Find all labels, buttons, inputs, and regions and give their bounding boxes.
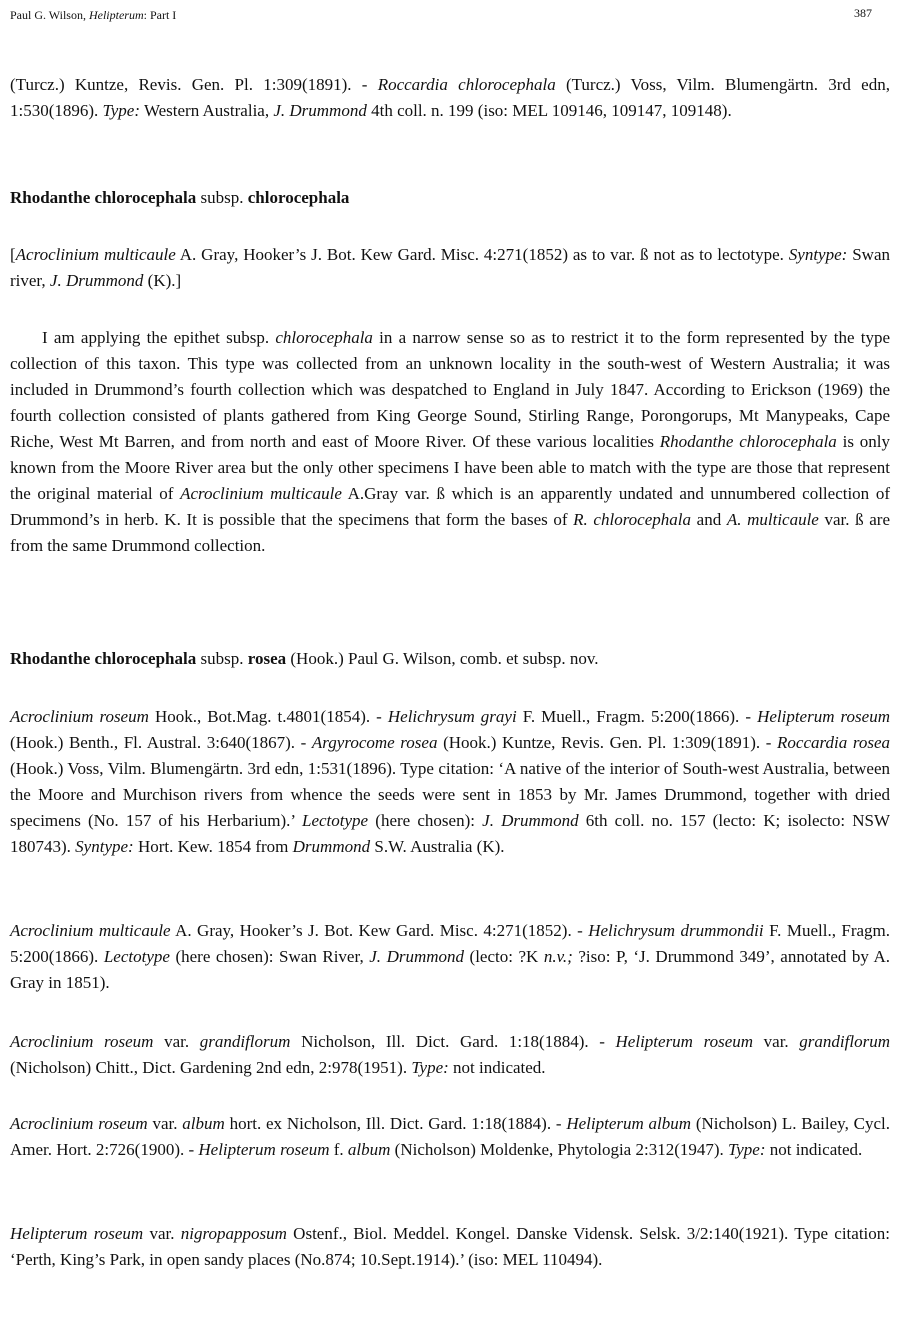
subspecies-heading-chlorocephala: Rhodanthe chlorocephala subsp. chlorocephala — [10, 188, 350, 207]
synonymy-paragraph-grandiflorum: Acroclinium roseum var. grandiflorum Nicholson, Ill. Dict. Gard. 1:18(1884). - Helipterum roseum var. grandiflorum (Nicholson) Chitt., Dict. Gardening 2nd edn, 2:978(1951). Type: not indicated. — [10, 1032, 890, 1077]
synonym-paragraph-bracketed: [Acroclinium multicaule A. Gray, Hooker’s J. Bot. Kew Gard. Misc. 4:271(1852) as to var. ß not as to lectotype. Syntype: Swan river, J. Drummond (K).] — [10, 245, 891, 290]
citation-paragraph-continued: (Turcz.) Kuntze, Revis. Gen. Pl. 1:309(1891). - Roccardia chlorocephala (Turcz.) Voss, Vilm. Blumengärtn. 3rd edn, 1:530(1896). Type: Western Australia, J. Drummond 4th coll. n. 199 (iso: MEL 109146, 109147, 109148). — [10, 75, 890, 120]
running-head — [10, 8, 176, 23]
synonymy-paragraph-acroclinium-multicaule: Acroclinium multicaule A. Gray, Hooker’s J. Bot. Kew Gard. Misc. 4:271(1852). - Helichrysum drummondii F. Muell., Fragm. 5:200(1866). Lectotype (here chosen): Swan River, J. Drummond (lecto: ?K n.v.; ?iso: P, ‘J. Drummond 349’, annotated by A. Gray in 1851). — [10, 921, 891, 992]
running-head-title: Helipterum — [88, 8, 144, 22]
synonymy-paragraph-album: Acroclinium roseum var. album hort. ex Nicholson, Ill. Dict. Gard. 1:18(1884). - Helipterum album (Nicholson) L. Bailey, Cycl. Amer. Hort. 2:726(1900). - Helipterum roseum f. album (Nicholson) Moldenke, Phytologia 2:312(1947). Type: not indicated. — [10, 1114, 890, 1159]
discussion-paragraph: I am applying the epithet subsp. chlorocephala in a narrow sense so as to restrict it to the form represented by the type collection of this taxon. This type was collected from an unknown locality in the south-west of Western Australia; it was included in Drummond’s fourth collection which was despatched to England in July 1847. According to Erickson (1969) the fourth collection consisted of plants gathered from King George Sound, Stirling Range, Porongorups, Mt Manypeaks, Cape Riche, West Mt Barren, and from north and east of Moore River. Of these various localities Rhodanthe chlorocephala is only known from the Moore River area but the only other specimens I have been able to match with the type are those that represent the original material of Acroclinium multicaule A.Gray var. ß which is an apparently undated and unnumbered collection of Drummond’s in herb. K. It is possible that the specimens that form the bases of R. chlorocephala and A. multicaule var. ß are from the same Drummond collection. — [10, 328, 891, 555]
page-number: 387 — [854, 6, 872, 20]
synonymy-paragraph-nigropapposum: Helipterum roseum var. nigropapposum Ostenf., Biol. Meddel. Kongel. Danske Vidensk. Selsk. 3/2:140(1921). Type citation: ‘Perth, King’s Park, in open sandy places (No.874; 10.Sept.1914).’ (iso: MEL 110494). — [10, 1224, 890, 1269]
running-head-author: Paul G. Wilson, — [10, 8, 86, 22]
synonymy-paragraph-acroclinium-roseum: Acroclinium roseum Hook., Bot.Mag. t.4801(1854). - Helichrysum grayi F. Muell., Fragm. 5:200(1866). - Helipterum roseum (Hook.) Benth., Fl. Austral. 3:640(1867). - Argyrocome rosea (Hook.) Kuntze, Revis. Gen. Pl. 1:309(1891). - Roccardia rosea (Hook.) Voss, Vilm. Blumengärtn. 3rd edn, 1:531(1896). Type citation: ‘A native of the interior of South-west Australia, between the Moore and Murchison rivers from whence the seeds were sent in 1853 by Mr. James Drummond, together with dried specimens (No. 157 of his Herbarium).’ Lectotype (here chosen): J. Drummond 6th coll. no. 157 (lecto: K; isolecto: NSW 180743). Syntype: Hort. Kew. 1854 from Drummond S.W. Australia (K). — [10, 707, 891, 856]
running-head-part: : Part I — [143, 8, 177, 22]
subspecies-heading-rosea: Rhodanthe chlorocephala subsp. rosea (Hook.) Paul G. Wilson, comb. et subsp. nov. — [10, 649, 599, 668]
